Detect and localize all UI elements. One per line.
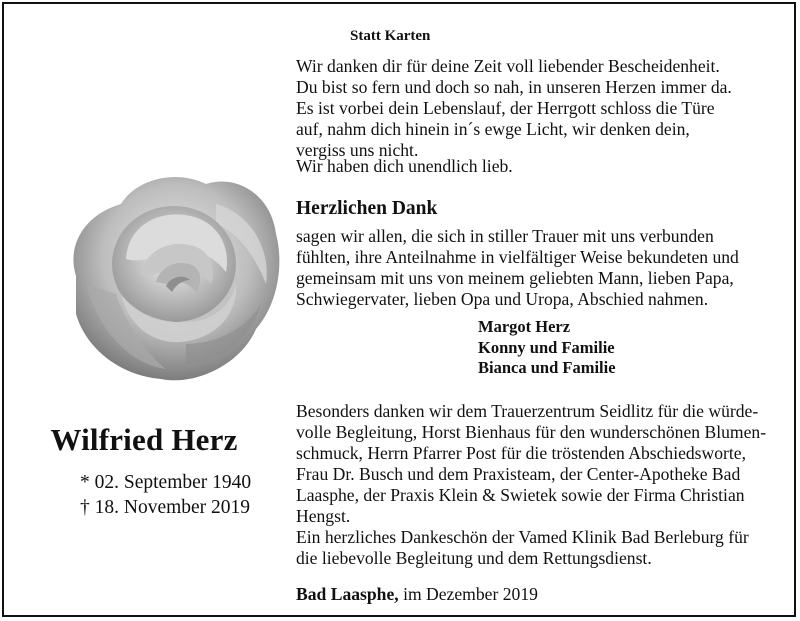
- thanks-line: gemeinsam mit uns von meinem geliebten Mann, lieben Papa,: [296, 268, 734, 288]
- special-thanks-line: die liebevolle Begleitung und dem Rettungsdienst.: [296, 548, 652, 568]
- thanks-title: Herzlichen Dank: [296, 198, 438, 219]
- special-thanks-line: volle Begleitung, Horst Bienhaus für den wunderschönen Blumen-: [296, 422, 767, 442]
- special-thanks-line: Besonders danken wir dem Trauerzentrum Seidlitz für die würde-: [296, 401, 759, 421]
- obituary-card: [2, 2, 796, 617]
- poem-line: auf, nahm dich hinein in´s ewge Licht, wir denken dein,: [296, 119, 690, 139]
- birth-date: * 02. September 1940: [80, 472, 252, 493]
- poem: [296, 56, 732, 161]
- signature: Bianca und Familie: [478, 358, 616, 377]
- special-thanks-line: schmuck, Herrn Pfarrer Post für die tröstenden Abschiedsworte,: [296, 443, 746, 463]
- love-line: Wir haben dich unendlich lieb.: [296, 156, 513, 176]
- special-thanks-line: Hengst.: [296, 506, 351, 526]
- poem-line: Du bist so fern und doch so nah, in unseren Herzen immer da.: [296, 77, 732, 97]
- death-date: † 18. November 2019: [80, 497, 251, 518]
- special-thanks-line: Frau Dr. Busch und dem Praxisteam, der Center-Apotheke Bad: [296, 464, 741, 484]
- deceased-name: Wilfried Herz: [50, 422, 238, 457]
- special-thanks-line: Laasphe, der Praxis Klein & Swietek sowie der Firma Christian: [296, 485, 745, 505]
- poem-line: Es ist vorbei dein Lebenslauf, der Herrgott schloss die Türe: [296, 98, 715, 118]
- poem-line: Wir danken dir für deine Zeit voll liebender Bescheidenheit.: [296, 56, 720, 76]
- poem-line: vergiss uns nicht.: [296, 140, 419, 160]
- life-dates: [80, 470, 251, 520]
- closing-date: im Dezember 2019: [398, 584, 538, 604]
- closing-line: [296, 584, 538, 605]
- signature: Margot Herz: [478, 317, 571, 336]
- left-column: [4, 4, 284, 619]
- special-thanks: [296, 401, 766, 569]
- closing-place: Bad Laasphe,: [296, 584, 399, 604]
- statt-karten-label: Statt Karten: [350, 28, 431, 44]
- thanks-line: Schwiegervater, lieben Opa und Uropa, Abschied nahmen.: [296, 289, 709, 309]
- thanks-body: [296, 226, 739, 310]
- thanks-line: sagen wir allen, die sich in stiller Trauer mit uns verbunden: [296, 226, 714, 246]
- special-thanks-line: Ein herzliches Dankeschön der Vamed Klinik Bad Berleburg für: [296, 527, 749, 547]
- signatures: [478, 317, 616, 379]
- signature: Konny und Familie: [478, 337, 615, 357]
- thanks-line: fühlten, ihre Anteilnahme in vielfältiger Weise bekundeten und: [296, 247, 739, 267]
- rose-icon: [66, 164, 284, 386]
